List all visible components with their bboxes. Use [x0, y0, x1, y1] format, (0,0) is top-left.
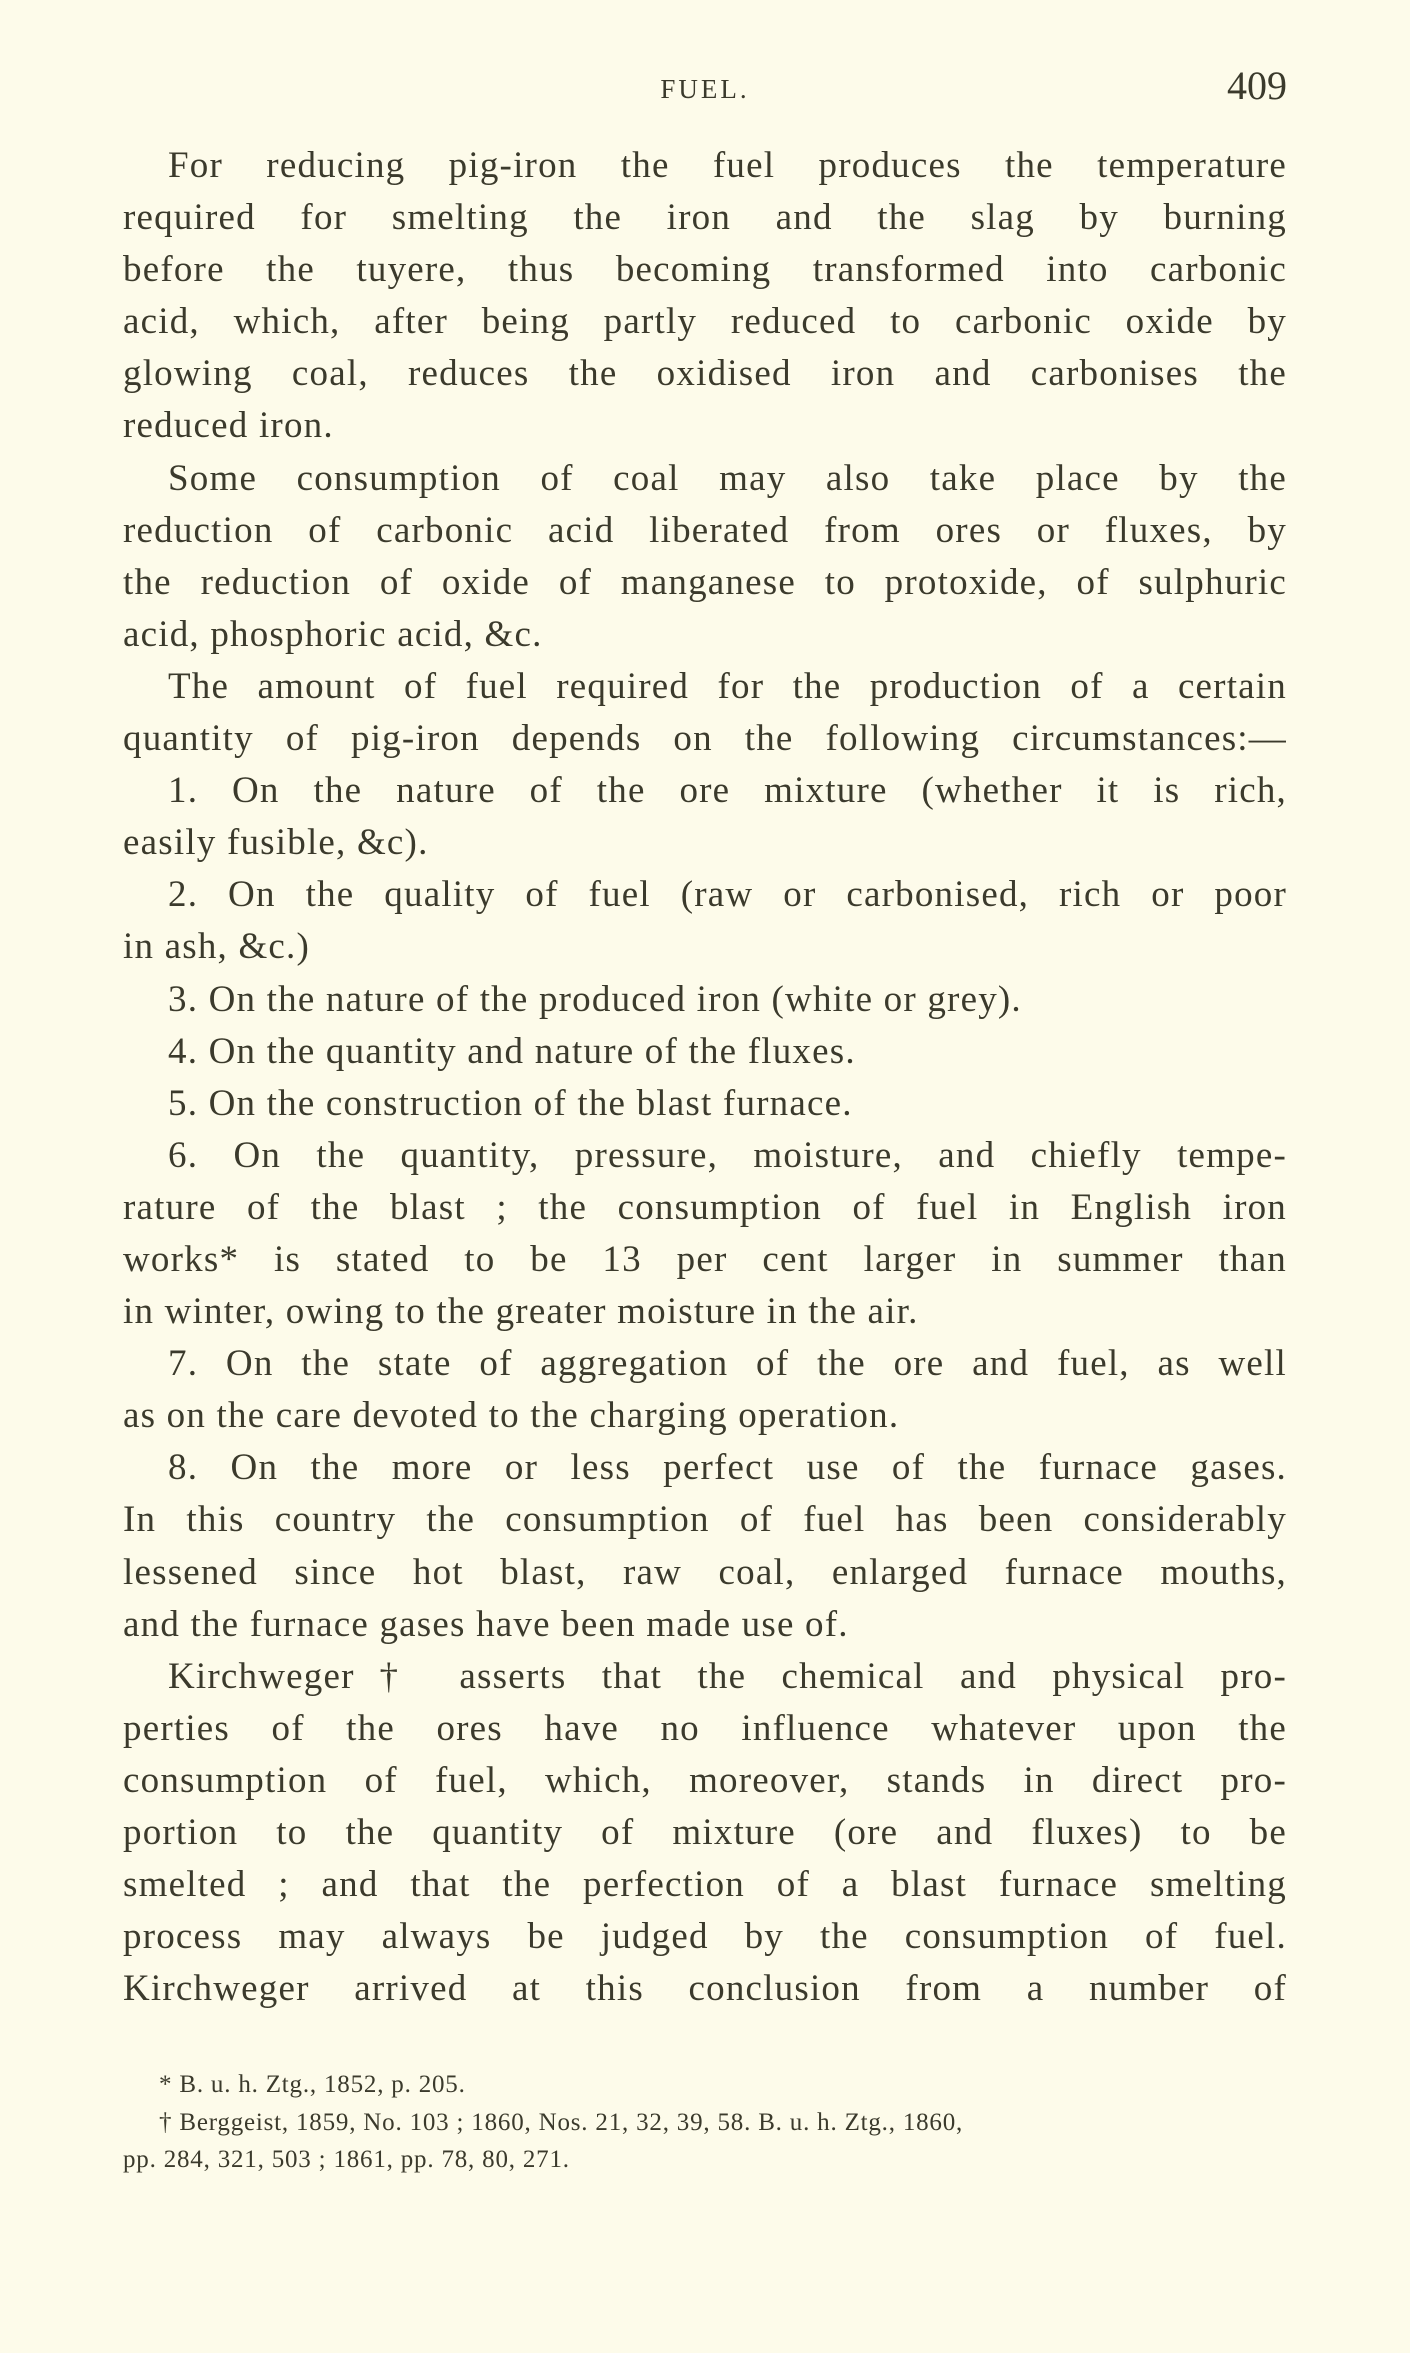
text-line: Kirchweger† asserts that the chemical and physical pro-: [168, 1655, 1287, 1697]
text-line: The amount of fuel required for the production of a certain: [168, 665, 1287, 707]
footnote-line: pp. 284, 321, 503 ; 1861, pp. 78, 80, 271.: [123, 2146, 570, 2173]
text-line: before the tuyere, thus becoming transformed into carbonic: [123, 249, 1287, 291]
text-line: rature of the blast ; the consumption of fuel in English iron: [123, 1186, 1287, 1228]
text-line: In this country the consumption of fuel has been considerably: [123, 1499, 1287, 1541]
text-line: portion to the quantity of mixture (ore and fluxes) to be: [123, 1812, 1287, 1853]
text-line: For reducing pig-iron the fuel produces the temperature: [168, 145, 1287, 186]
footnote-line: * B. u. h. Ztg., 1852, p. 205.: [159, 2071, 466, 2098]
text-line: 6. On the quantity, pressure, moisture, and chiefly tempe-: [168, 1134, 1287, 1176]
body-text: [123, 140, 1287, 2015]
text-line: in ash, &c.): [123, 926, 311, 968]
text-line: acid, which, after being partly reduced to carbonic oxide by: [123, 301, 1287, 343]
text-line: reduction of carbonic acid liberated from ores or fluxes, by: [123, 509, 1287, 551]
text-line: consumption of fuel, which, moreover, stands in direct pro-: [123, 1759, 1287, 1801]
footnotes: [123, 2066, 1287, 2179]
text-line: the reduction of oxide of manganese to protoxide, of sulphuric: [123, 561, 1287, 603]
text-line: process may always be judged by the consumption of fuel.: [123, 1916, 1287, 1958]
page-number: 409: [1227, 63, 1287, 108]
running-head: FUEL.: [660, 74, 750, 104]
text-line: 4. On the quantity and nature of the fluxes.: [168, 1030, 856, 1072]
text-line: Kirchweger arrived at this conclusion from a number of: [123, 1968, 1287, 2010]
text-line: quantity of pig-iron depends on the following circumstances:—: [123, 718, 1287, 760]
text-line: 3. On the nature of the produced iron (white or grey).: [168, 978, 1022, 1020]
page-header: [123, 62, 1287, 112]
text-line: 1. On the nature of the ore mixture (whether it is rich,: [168, 770, 1287, 812]
text-line: acid, phosphoric acid, &c.: [123, 613, 543, 655]
text-line: perties of the ores have no influence whatever upon the: [123, 1707, 1287, 1749]
text-line: works* is stated to be 13 per cent larger in summer than: [123, 1238, 1287, 1280]
text-line: glowing coal, reduces the oxidised iron and carbonises the: [123, 353, 1287, 395]
footnote-line: † Berggeist, 1859, No. 103 ; 1860, Nos. 21, 32, 39, 58. B. u. h. Ztg., 1860,: [159, 2108, 964, 2136]
text-line: and the furnace gases have been made use of.: [123, 1603, 849, 1645]
text-line: Some consumption of coal may also take place by the: [168, 457, 1287, 499]
text-line: easily fusible, &c).: [123, 822, 429, 864]
text-line: as on the care devoted to the charging operation.: [123, 1395, 900, 1437]
text-line: in winter, owing to the greater moisture in the air.: [123, 1291, 919, 1333]
text-line: smelted ; and that the perfection of a blast furnace smelting: [123, 1864, 1287, 1906]
text-line: 5. On the construction of the blast furnace.: [168, 1082, 853, 1124]
text-line: 7. On the state of aggregation of the ore and fuel, as well: [168, 1343, 1287, 1385]
text-line: lessened since hot blast, raw coal, enlarged furnace mouths,: [123, 1551, 1287, 1593]
text-line: required for smelting the iron and the slag by burning: [123, 197, 1287, 239]
text-line: reduced iron.: [123, 405, 334, 447]
text-line: 2. On the quality of fuel (raw or carbonised, rich or poor: [168, 874, 1287, 916]
text-line: 8. On the more or less perfect use of the furnace gases.: [168, 1447, 1287, 1489]
